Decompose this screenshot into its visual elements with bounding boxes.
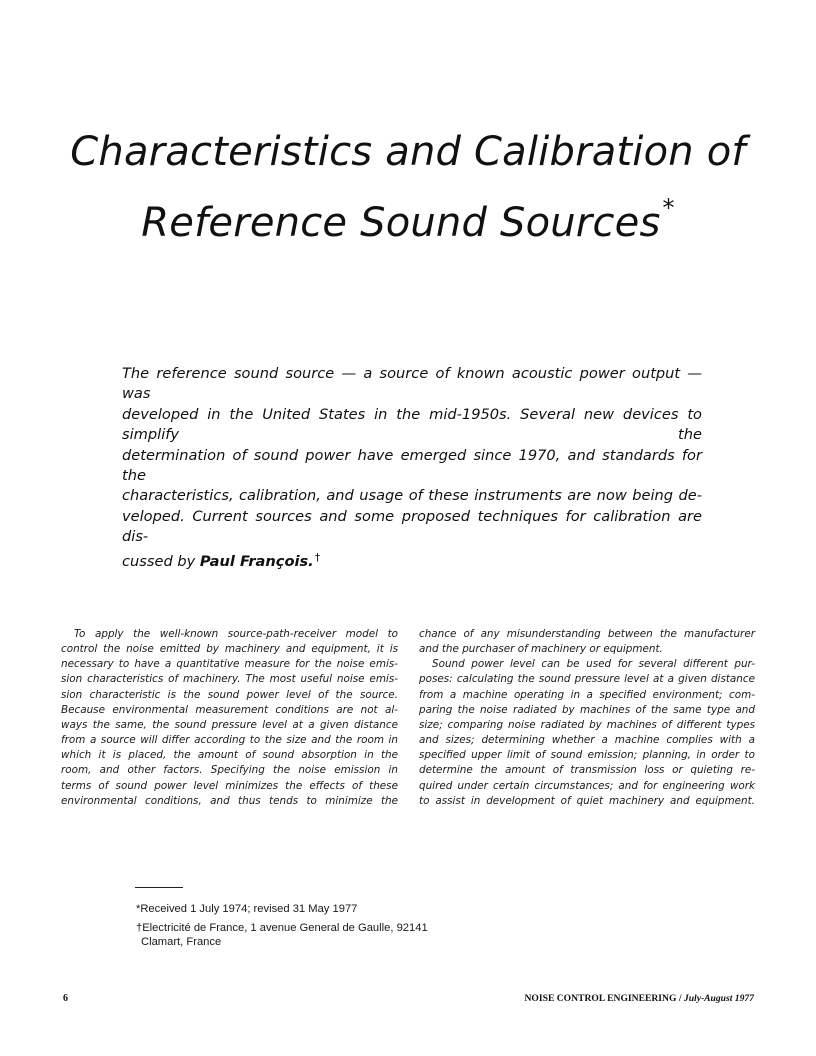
body-line: sion characteristics of machinery. The most useful noise emis- — [61, 673, 398, 686]
body-line: determine the amount of transmission loss or quieting re- — [419, 764, 755, 777]
body-line: Sound power level can be used for several different pur- — [432, 658, 755, 671]
author-name: Paul François. — [199, 552, 314, 570]
body-column-right — [419, 627, 755, 809]
title-line-2-text: Reference Sound Sources — [141, 200, 661, 246]
abstract — [122, 364, 702, 572]
title-line-1: Characteristics and Calibration of — [70, 129, 746, 175]
body-line: from a source will differ according to the size and the room in — [61, 734, 398, 747]
abstract-line: The reference sound source — a source of known acoustic power output — was — [122, 365, 702, 403]
body-line: and the purchaser of machinery or equipment. — [419, 643, 663, 656]
footnote-affiliation-line-2: Clamart, France — [141, 936, 222, 948]
abstract-line: characteristics, calibration, and usage of these instruments are now being de- — [122, 487, 702, 505]
footnote-divider — [135, 887, 183, 888]
abstract-last-line-prefix: cussed by — [122, 552, 196, 570]
body-line: quired under certain circumstances; and for engineering work — [419, 779, 755, 792]
abstract-line: veloped. Current sources and some proposed techniques for calibration are dis- — [122, 507, 702, 546]
body-line: environmental conditions, and thus tends to minimize the — [61, 794, 398, 807]
article-title — [40, 124, 776, 251]
body-line: sion characteristic is the sound power level of the source. — [61, 688, 398, 701]
body-line: paring the noise radiated by machines of the same type and — [419, 703, 755, 716]
title-footnote-marker: * — [662, 194, 675, 222]
footnote-received: *Received 1 July 1974; revised 31 May 1977 — [136, 903, 358, 915]
abstract-line: developed in the United States in the mid-1950s. Several new devices to simplify the — [122, 405, 702, 444]
abstract-last-line — [122, 548, 702, 572]
footer-separator: / — [676, 993, 684, 1004]
journal-issue: July-August 1977 — [683, 993, 754, 1004]
body-line: necessary to have a quantitative measure for the noise emis- — [61, 658, 398, 671]
author-footnote-marker: † — [314, 550, 321, 564]
abstract-line: determination of sound power have emerged since 1970, and standards for the — [122, 446, 702, 485]
body-line: To apply the well-known source-path-receiver model to — [74, 628, 398, 640]
body-line: ways the same, the sound pressure level at a given distance — [61, 718, 398, 731]
body-line: chance of any misunderstanding between the manufacturer — [419, 628, 755, 640]
body-line: and sizes; determining whether a machine complies with a — [419, 734, 755, 747]
footnote-affiliation — [136, 921, 428, 949]
body-line: specified upper limit of sound emission; planning, in order to — [419, 749, 755, 762]
body-line: room, and other factors. Specifying the noise emission in — [61, 764, 398, 777]
body-line: to assist in development of quiet machinery and equipment. — [419, 794, 755, 807]
running-footer — [524, 993, 754, 1004]
title-line-2 — [40, 180, 776, 251]
body-line: control the noise emitted by machinery and equipment, it is — [61, 643, 398, 656]
body-line: terms of sound power level minimizes the effects of these — [61, 779, 398, 792]
body-line: poses: calculating the sound pressure level at a given distance — [419, 673, 755, 686]
journal-name: NOISE CONTROL ENGINEERING — [524, 993, 677, 1004]
body-line: from a machine operating in a specified environment; com- — [419, 688, 755, 701]
page-number: 6 — [63, 993, 68, 1004]
footnote-affiliation-line-1: †Electricité de France, 1 avenue General de Gaulle, 92141 — [136, 922, 428, 934]
body-column-left — [61, 627, 398, 809]
body-line: Because environmental measurement conditions are not al- — [61, 703, 398, 716]
body-line: size; comparing noise radiated by machines of different types — [419, 718, 755, 731]
body-line: which it is placed, the amount of sound absorption in the — [61, 749, 398, 762]
